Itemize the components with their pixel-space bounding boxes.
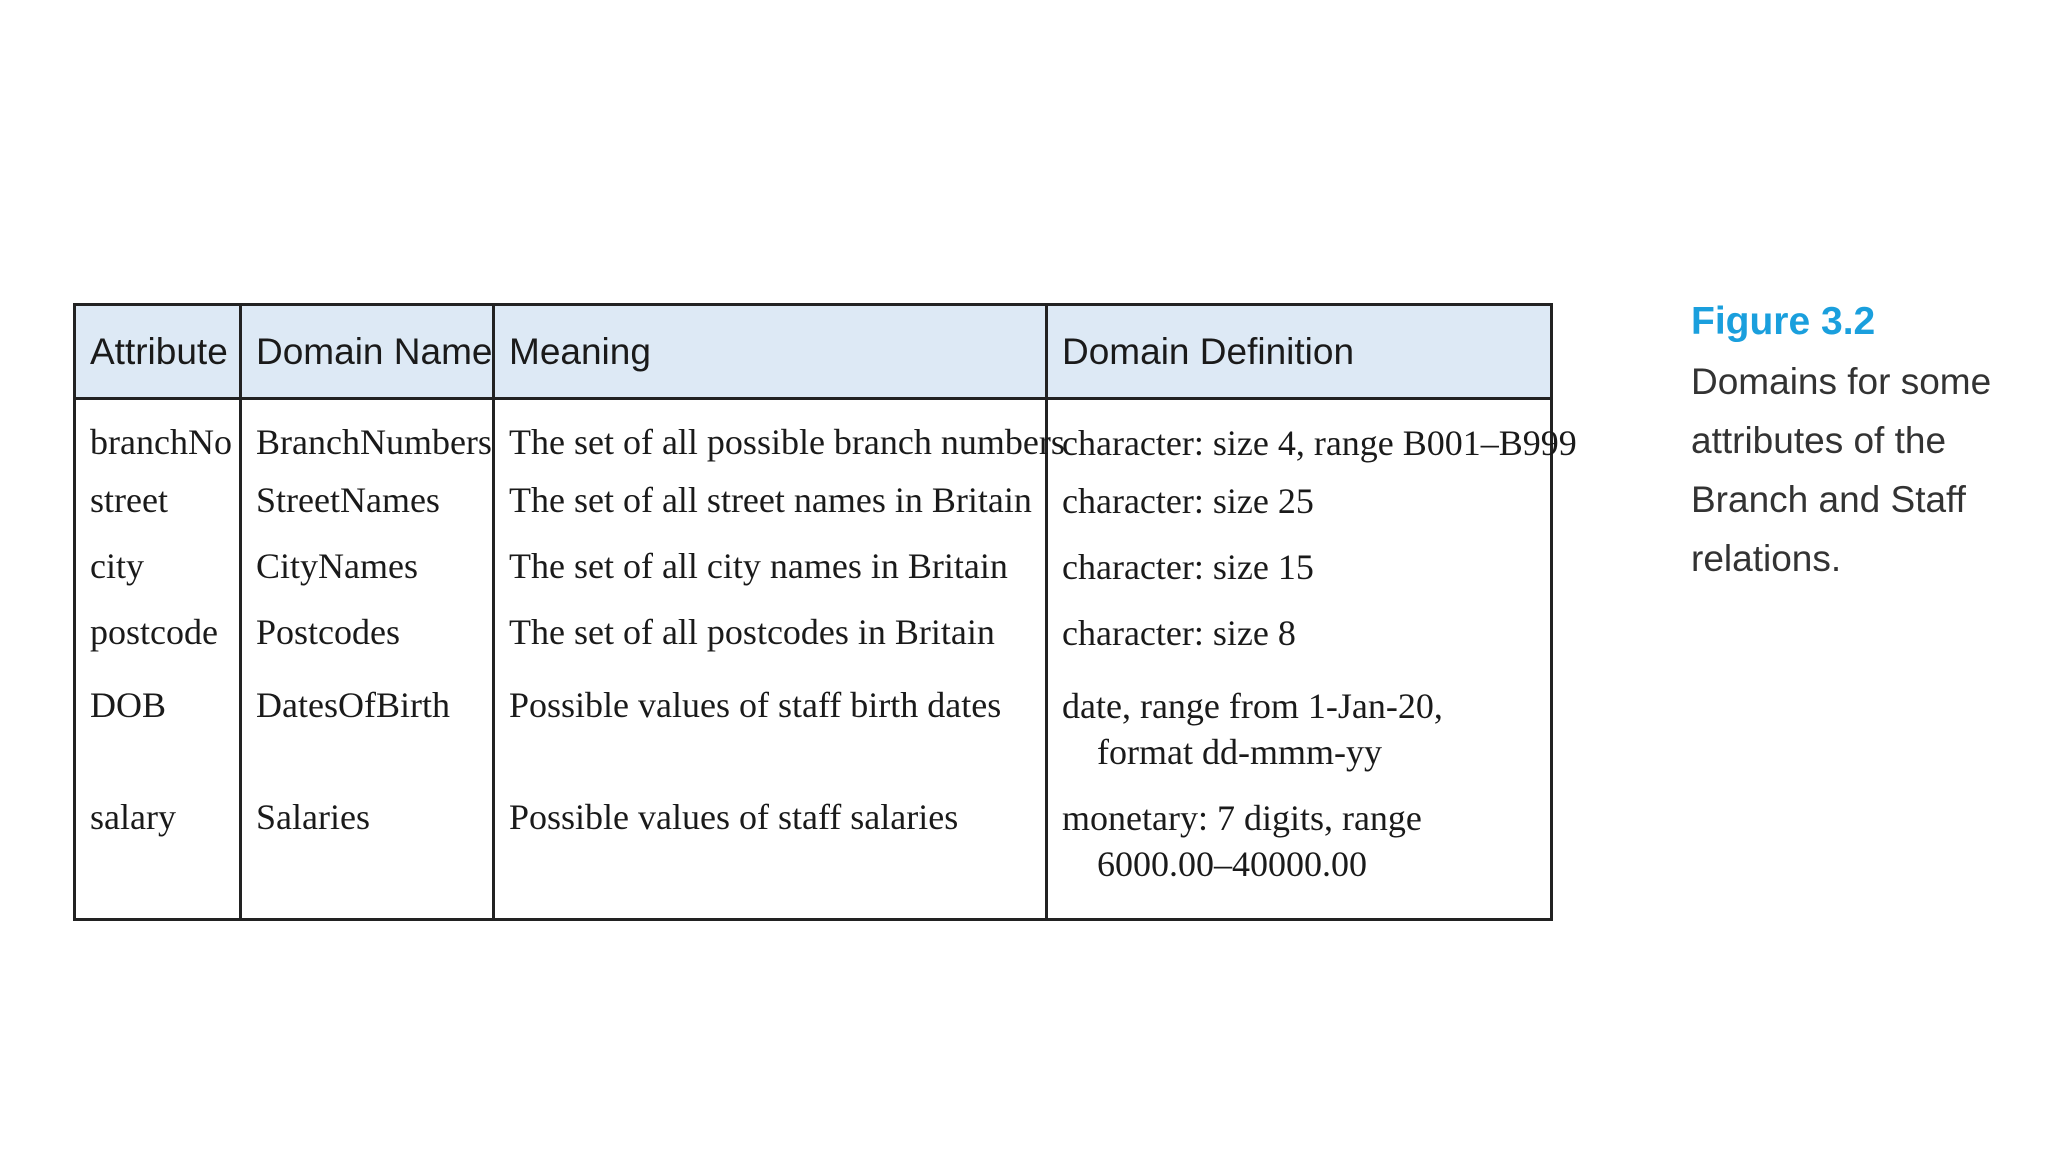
header-domain-definition: Domain Definition <box>1047 305 1552 399</box>
table-row <box>75 544 1552 610</box>
cell-meaning: The set of all possible branch numbers <box>494 399 1047 478</box>
table-row <box>75 795 1552 919</box>
header-domain-name: Domain Name <box>241 305 494 399</box>
table-row <box>75 399 1552 478</box>
definition-text: character: size 25 <box>1062 480 1314 521</box>
cell-meaning: Possible values of staff salaries <box>494 795 1047 919</box>
cell-attribute: postcode <box>75 610 241 676</box>
cell-attribute: street <box>75 478 241 544</box>
cell-domain-name: BranchNumbers <box>241 399 494 478</box>
definition-text: monetary: 7 digits, range <box>1062 798 1422 839</box>
cell-attribute: DOB <box>75 675 241 795</box>
figure-caption <box>1691 296 2011 588</box>
caption-line: attributes of the <box>1691 420 1947 461</box>
cell-domain-name: StreetNames <box>241 478 494 544</box>
table-row <box>75 478 1552 544</box>
cell-domain-name: Salaries <box>241 795 494 919</box>
header-meaning: Meaning <box>494 305 1047 399</box>
figure-caption-text <box>1691 352 2011 588</box>
definition-continuation: format dd-mmm-yy <box>1097 732 1382 773</box>
cell-attribute: branchNo <box>75 399 241 478</box>
definition-text: date, range from 1-Jan-20, <box>1062 686 1443 727</box>
table-row <box>75 610 1552 676</box>
definition-text: character: size 8 <box>1062 612 1296 653</box>
cell-definition <box>1047 544 1552 610</box>
caption-line: relations. <box>1691 538 1842 579</box>
figure-label: Figure 3.2 <box>1691 300 1876 343</box>
caption-line: Branch and Staff <box>1691 479 1966 520</box>
definition-text: character: size 15 <box>1062 546 1314 587</box>
cell-attribute: salary <box>75 795 241 919</box>
cell-definition <box>1047 610 1552 676</box>
cell-domain-name: DatesOfBirth <box>241 675 494 795</box>
cell-definition <box>1047 399 1577 478</box>
table-row <box>75 675 1552 795</box>
header-attribute: Attribute <box>75 305 241 399</box>
cell-meaning: The set of all street names in Britain <box>494 478 1047 544</box>
caption-line: Domains for some <box>1691 361 1992 402</box>
cell-meaning: Possible values of staff birth dates <box>494 675 1047 795</box>
cell-attribute: city <box>75 544 241 610</box>
cell-definition <box>1047 795 1552 919</box>
cell-domain-name: CityNames <box>241 544 494 610</box>
cell-meaning: The set of all postcodes in Britain <box>494 610 1047 676</box>
domains-table <box>73 303 1577 921</box>
table-header-row <box>75 305 1552 399</box>
cell-definition <box>1047 675 1552 795</box>
cell-meaning: The set of all city names in Britain <box>494 544 1047 610</box>
definition-text: character: size 4, range B001–B999 <box>1062 423 1577 463</box>
definition-continuation: 6000.00–40000.00 <box>1097 844 1367 885</box>
cell-definition <box>1047 478 1552 544</box>
cell-domain-name: Postcodes <box>241 610 494 676</box>
